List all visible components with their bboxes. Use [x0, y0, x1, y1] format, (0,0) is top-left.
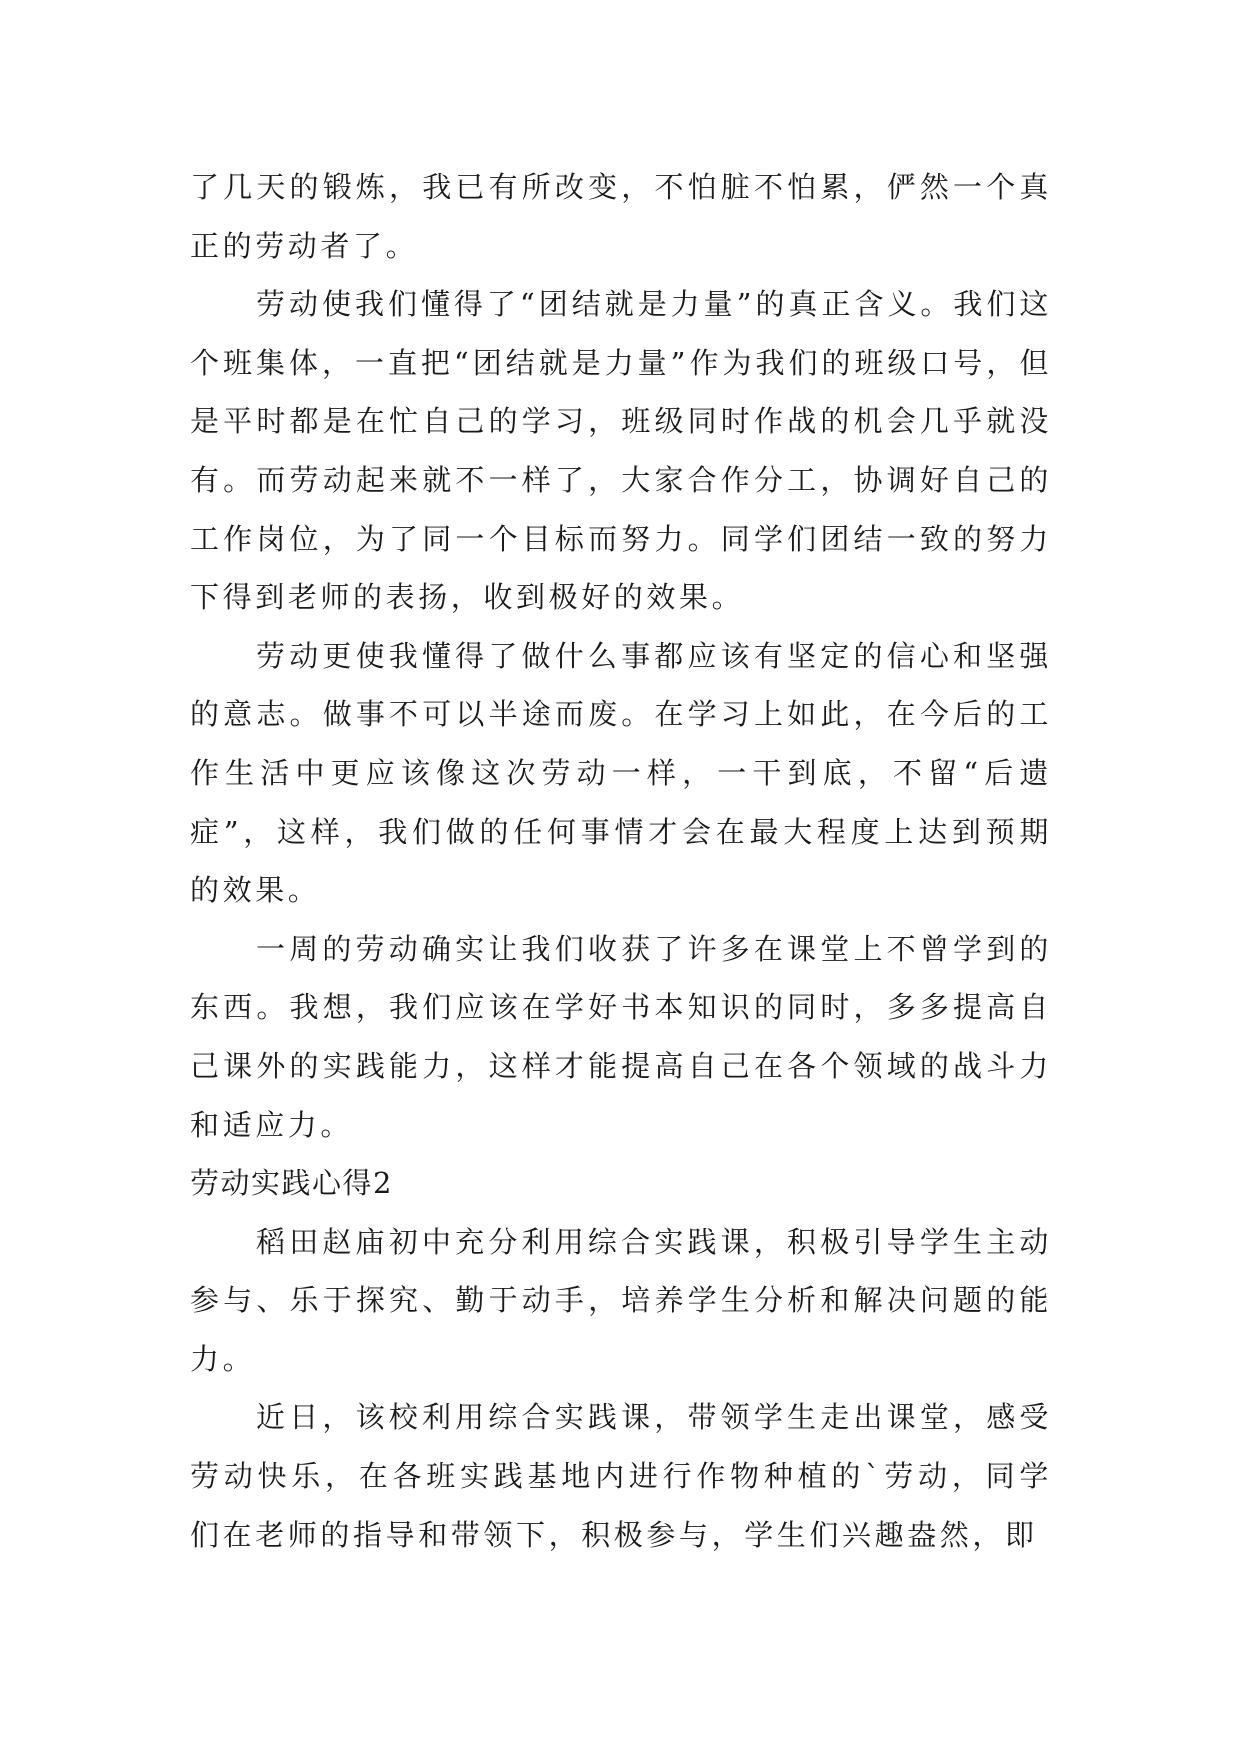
paragraph-school-intro: 稻田赵庙初中充分利用综合实践课，积极引导学生主动参与、乐于探究、勤于动手，培养学生分析和解决问题的能力。	[190, 1224, 1052, 1376]
paragraph-continuation: 了几天的锻炼，我已有所改变，不怕脏不怕累，俨然一个真正的劳动者了。	[190, 170, 1052, 263]
paragraph-perseverance: 劳动更使我懂得了做什么事都应该有坚定的信心和坚强的意志。做事不可以半途而废。在学习上如此，在今后的工作生活中更应该像这次劳动一样，一干到底，不留“后遗症”，这样，我们做的任何事情才会在最大程度上达到预期的效果。	[190, 638, 1052, 908]
document-body	[190, 158, 1052, 1564]
section-heading: 劳动实践心得2	[190, 1166, 393, 1201]
paragraph-school-activity: 近日，该校利用综合实践课，带领学生走出课堂，感受劳动快乐，在各班实践基地内进行作物种植的`劳动，同学们在老师的指导和带领下，积极参与，学生们兴趣盎然，即	[190, 1400, 1052, 1552]
paragraph-unity: 劳动使我们懂得了“团结就是力量”的真正含义。我们这个班集体，一直把“团结就是力量”作为我们的班级口号，但是平时都是在忙自己的学习，班级同时作战的机会几乎就没有。而劳动起来就不一样了，大家合作分工，协调好自己的工作岗位，为了同一个目标而努力。同学们团结一致的努力下得到老师的表扬，收到极好的效果。	[190, 287, 1052, 615]
paragraph-harvest: 一周的劳动确实让我们收获了许多在课堂上不曾学到的东西。我想，我们应该在学好书本知识的同时，多多提高自己课外的实践能力，这样才能提高自己在各个领域的战斗力和适应力。	[190, 931, 1052, 1142]
